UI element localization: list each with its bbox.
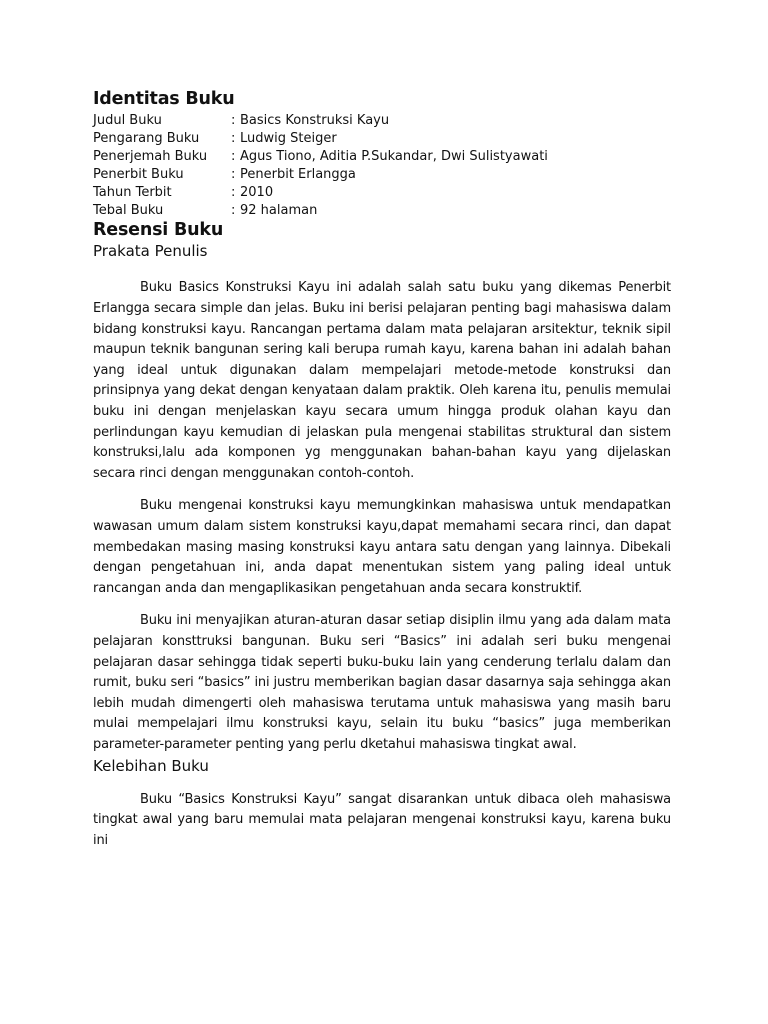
prakata-paragraph: Buku Basics Konstruksi Kayu ini adalah salah satu buku yang dikemas Penerbit Erlangga secara simple dan jelas. Buku ini berisi pelajaran penting bagi mahasiswa dalam bidang konstruksi kayu. Rancangan pertama dalam mata pelajaran arsitektur, teknik sipil maupun teknik bangunan sering kali berupa rumah kayu, karena bahan ini adalah bahan yang ideal untuk digunakan dalam mempelajari metode-metode konstruksi dan prinsipnya yang dekat dengan kenyataan dalam praktik. Oleh karena itu, penulis memulai buku ini dengan menjelaskan kayu secara umum hingga produk olahan kayu dan perlindungan kayu kemudian di jelaskan pula mengenai stabilitas struktural dan sistem konstruksi,lalu ada komponen yg menggunakan bahan-bahan kayu yang dijelaskan secara rinci dengan menggunakan contoh-contoh. bbox=[93, 280, 671, 481]
identitas-label: Pengarang Buku bbox=[93, 130, 200, 146]
identitas-value: 92 halaman bbox=[240, 202, 318, 218]
identitas-row-tebal bbox=[93, 202, 671, 220]
identitas-separator: : bbox=[231, 148, 236, 164]
identitas-separator: : bbox=[231, 130, 236, 146]
identitas-value: Basics Konstruksi Kayu bbox=[240, 113, 390, 128]
identitas-row-tahun bbox=[93, 184, 671, 202]
identitas-value: Penerbit Erlangga bbox=[240, 166, 356, 182]
identitas-separator: : bbox=[231, 184, 236, 200]
identitas-value: 2010 bbox=[240, 184, 274, 200]
identitas-label: Penerbit Buku bbox=[93, 166, 184, 182]
identitas-heading: Identitas Buku bbox=[93, 89, 235, 109]
kelebihan-paragraph: Buku “Basics Konstruksi Kayu” sangat disarankan untuk dibaca oleh mahasiswa tingkat awal yang baru memulai mata pelajaran mengenai konstruksi kayu, karena buku ini bbox=[93, 791, 671, 848]
kelebihan-heading: Kelebihan Buku bbox=[93, 756, 209, 775]
identitas-row-pengarang bbox=[93, 130, 671, 148]
identitas-row-judul bbox=[93, 112, 671, 130]
identitas-label: Tahun Terbit bbox=[93, 184, 172, 200]
identitas-value: Ludwig Steiger bbox=[240, 130, 337, 146]
document-page bbox=[93, 88, 671, 851]
identitas-row-penerbit bbox=[93, 166, 671, 184]
identitas-separator: : bbox=[231, 166, 236, 182]
prakata-heading: Prakata Penulis bbox=[93, 242, 208, 261]
identitas-row-penerjemah bbox=[93, 148, 671, 166]
identitas-value: Agus Tiono, Aditia P.Sukandar, Dwi Sulistyawati bbox=[240, 148, 548, 164]
prakata-paragraph: Buku ini menyajikan aturan-aturan dasar setiap disiplin ilmu yang ada dalam mata pelajaran konsttruksi bangunan. Buku seri “Basics” ini adalah seri buku mengenai pelajaran dasar sehingga tidak seperti buku-buku lain yang cenderung terlalu dalam dan rumit, buku seri “basics” ini justru memberikan bagian dasar dasarnya saja sehingga akan lebih mudah dimengerti oleh mahasiswa terutama untuk mahasiswa yang masih baru mulai mempelajari ilmu konstruksi kayu, selain itu buku “basics” juga memberikan parameter-parameter penting yang perlu dketahui mahasiswa tingkat awal. bbox=[93, 613, 671, 752]
identitas-table bbox=[93, 112, 671, 219]
identitas-label: Tebal Buku bbox=[93, 202, 164, 218]
resensi-heading: Resensi Buku bbox=[93, 220, 224, 241]
prakata-paragraph: Buku mengenai konstruksi kayu memungkinkan mahasiswa untuk mendapatkan wawasan umum dalam sistem konstruksi kayu,dapat memahami secara rinci, dan dapat membedakan masing masing konstruksi kayu antara satu dengan yang lainnya. Dibekali dengan pengetahuan ini, anda dapat menentukan sistem yang paling ideal untuk rancangan anda dan mengaplikasikan pengetahuan anda secara konstruktif. bbox=[93, 498, 671, 596]
identitas-separator: : bbox=[231, 113, 236, 128]
identitas-separator: : bbox=[231, 202, 236, 218]
identitas-label: Judul Buku bbox=[93, 113, 162, 128]
identitas-label: Penerjemah Buku bbox=[93, 148, 208, 164]
